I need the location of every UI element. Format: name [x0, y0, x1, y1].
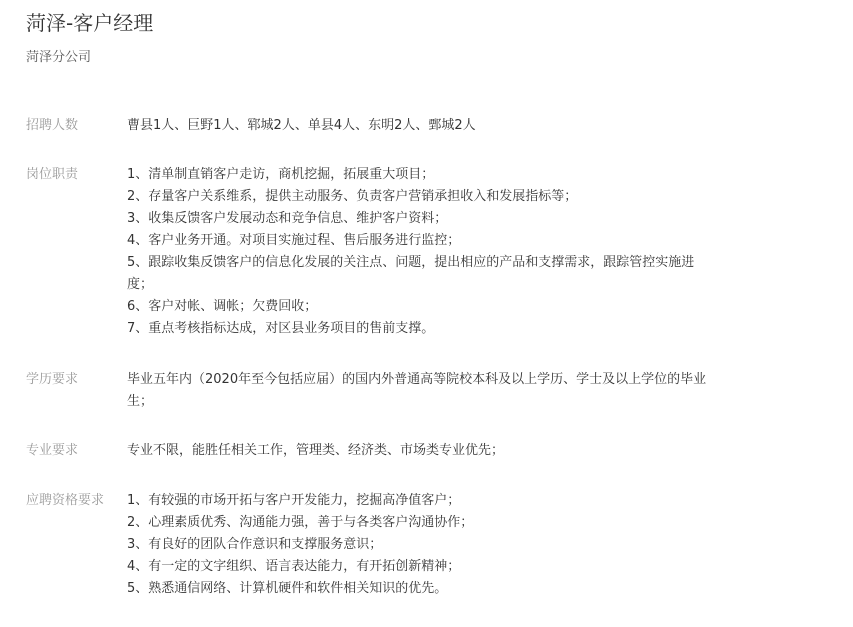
- duty-line: 3、收集反馈客户发展动态和竞争信息、维护客户资料；: [127, 211, 448, 226]
- education-line: 毕业五年内（2020年至今包括应届）的国内外普通高等院校本科及以上学历、学士及以上学位的毕业: [127, 372, 707, 387]
- requirement-line: 4、有一定的文字组织、语言表达能力，有开拓创新精神；: [127, 559, 461, 574]
- education-line: 生；: [127, 394, 154, 409]
- requirement-line: 5、熟悉通信网络、计算机硬件和软件相关知识的优先。: [127, 581, 448, 596]
- duties-label: 岗位职责: [26, 167, 79, 182]
- company-name: 菏泽分公司: [26, 50, 92, 65]
- requirement-line: 1、有较强的市场开拓与客户开发能力，挖掘高净值客户；: [127, 493, 461, 508]
- duty-line: 7、重点考核指标达成，对区县业务项目的售前支撑。: [127, 321, 435, 336]
- duty-line: 4、客户业务开通。对项目实施过程、售后服务进行监控；: [127, 233, 461, 248]
- duty-line: 6、客户对帐、调帐；欠费回收；: [127, 299, 318, 314]
- duty-line: 2、存量客户关系维系，提供主动服务、负责客户营销承担收入和发展指标等；: [127, 189, 578, 204]
- requirement-line: 3、有良好的团队合作意识和支撑服务意识；: [127, 537, 383, 552]
- education-label: 学历要求: [26, 372, 79, 387]
- requirements-list: [127, 490, 751, 600]
- job-title: 菏泽-客户经理: [26, 11, 154, 35]
- recruit-count-label: 招聘人数: [26, 118, 79, 133]
- education-value: [127, 369, 751, 413]
- requirements-label: 应聘资格要求: [26, 493, 105, 508]
- major-label: 专业要求: [26, 443, 79, 458]
- duty-line: 度；: [127, 277, 154, 292]
- major-value: 专业不限，能胜任相关工作，管理类、经济类、市场类专业优先；: [127, 443, 505, 458]
- duty-line: 5、跟踪收集反馈客户的信息化发展的关注点、问题，提出相应的产品和支撑需求，跟踪管控实施进: [127, 255, 695, 270]
- duty-line: 1、清单制直销客户走访，商机挖掘，拓展重大项目；: [127, 167, 435, 182]
- requirement-line: 2、心理素质优秀、沟通能力强，善于与各类客户沟通协作；: [127, 515, 474, 530]
- duties-list: [127, 164, 751, 340]
- recruit-count-value: 曹县1人、巨野1人、郓城2人、单县4人、东明2人、鄄城2人: [127, 118, 476, 133]
